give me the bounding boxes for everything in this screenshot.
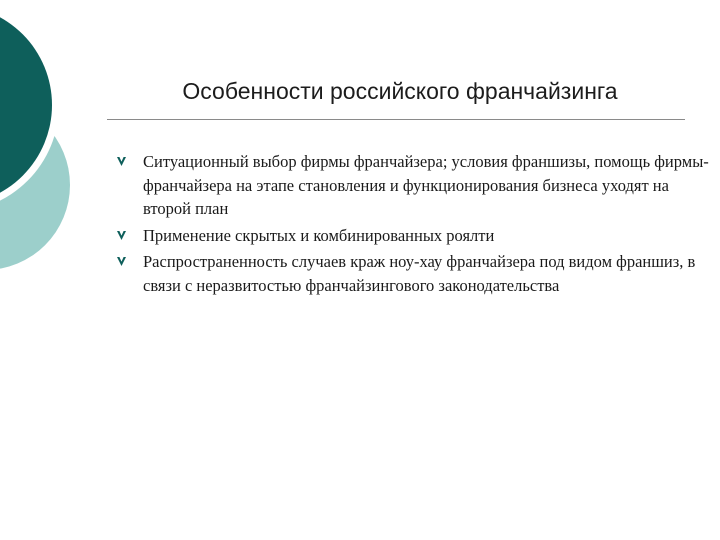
bullet-text: Ситуационный выбор фирмы франчайзера; условия франшизы, помощь фирмы-франчайзера на этапе становления и функционирования бизнеса уходят на второй план — [143, 152, 709, 218]
bullet-list — [112, 150, 712, 300]
slide-title: Особенности российского франчайзинга — [182, 78, 618, 104]
bullet-text: Распространенность случаев краж ноу-хау франчайзера под видом франшиз, в связи с неразвитостью франчайзингового законодательства — [143, 252, 696, 295]
bullet-item — [112, 250, 712, 297]
checkmark-bullet-icon — [116, 230, 127, 241]
decorative-circles — [0, 0, 130, 300]
title-divider — [107, 119, 685, 120]
bullet-item — [112, 150, 712, 221]
bullet-text: Применение скрытых и комбинированных роялти — [143, 225, 495, 245]
checkmark-bullet-icon — [116, 156, 127, 167]
bullet-item — [112, 224, 712, 248]
checkmark-bullet-icon — [116, 256, 127, 267]
